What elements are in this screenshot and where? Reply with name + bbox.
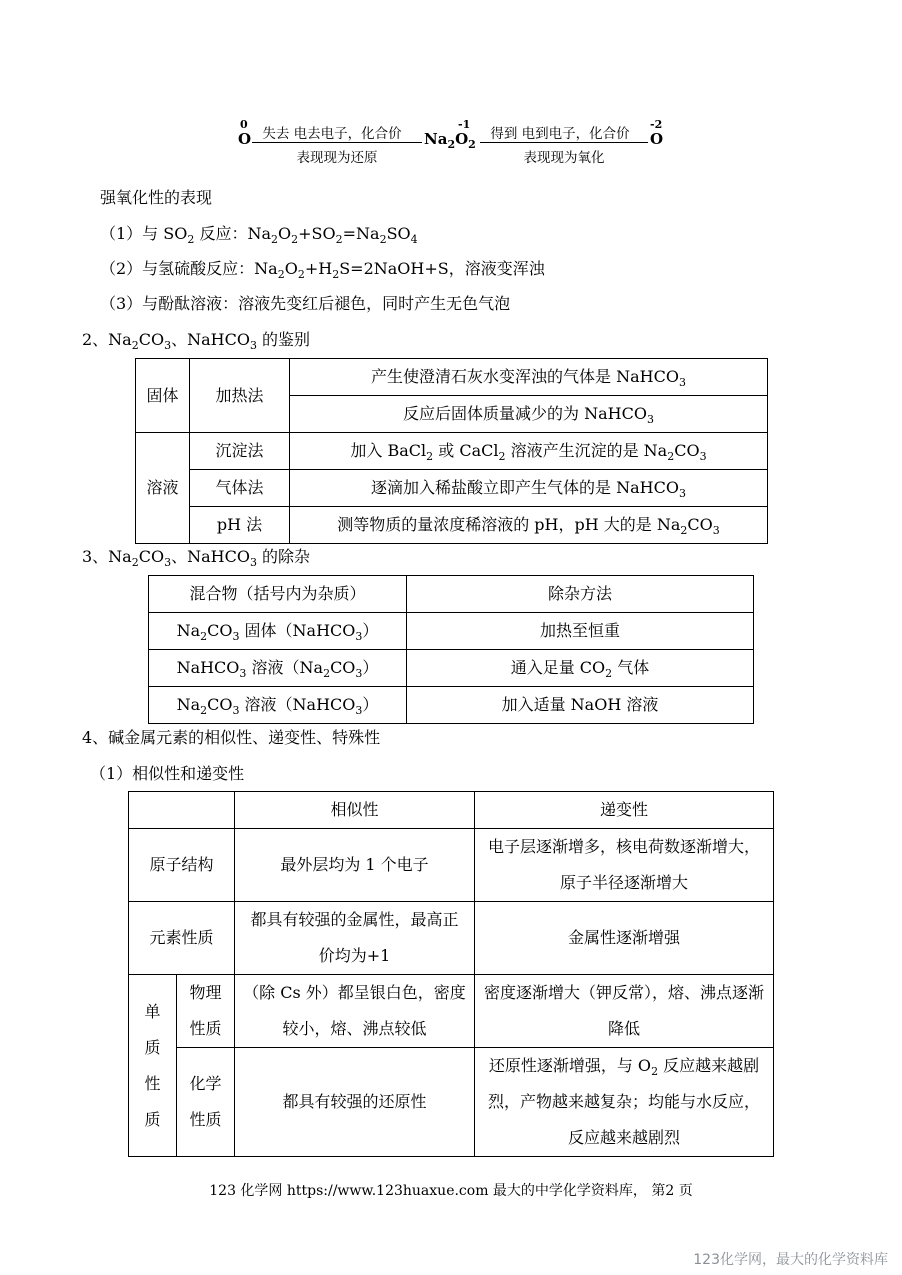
header-similarity: 相似性 [235, 792, 475, 829]
row-element-label: 元素性质 [129, 902, 235, 975]
cell-method-3: 加入适量 NaOH 溶液 [407, 687, 754, 724]
row-atom-label: 原子结构 [129, 829, 235, 902]
row-chemical-label: 化学性质 [177, 1048, 235, 1157]
cell-heat-r1: 产生使澄清石灰水变浑浊的气体是 NaHCO$_3$ [290, 359, 768, 396]
section4-title: 4、碱金属元素的相似性、递变性、特殊性 [82, 728, 381, 747]
section4-subtitle: （1）相似性和递变性 [90, 764, 245, 783]
row-atom-gradation: 电子层逐渐增多，核电荷数逐渐增大，原子半径逐渐增大 [475, 829, 774, 902]
watermark: 123化学网，最大的化学资料库 [693, 1252, 888, 1268]
oxidation-heading: 强氧化性的表现 [100, 188, 213, 207]
oxidation-item-1: （1）与 $SO_2$ 反应：$Na_2O_2+SO_2=Na_2SO_4$ [100, 224, 418, 246]
cell-heat-method: 加热法 [190, 359, 290, 433]
cell-precip-method: 沉淀法 [190, 433, 290, 470]
header-method: 除杂方法 [407, 576, 754, 613]
identification-table [135, 358, 768, 544]
row-single-label: 单质性质 [129, 975, 177, 1157]
cell-method-2: 通入足量 $CO_2$ 气体 [407, 650, 754, 687]
row-element-similarity: 都具有较强的金属性，最高正价均为+1 [235, 902, 475, 975]
row-element-gradation: 金属性逐渐增强 [475, 902, 774, 975]
oxidation-state-right: -2 [650, 118, 663, 131]
page-footer: 123 化学网 https://www.123huaxue.com 最大的中学化学资料库， 第2 页 [209, 1183, 693, 1199]
cell-method-1: 加热至恒重 [407, 613, 754, 650]
arrow1-line [252, 142, 422, 143]
row-chemical-gradation: 还原性逐渐增强，与 $O_2$ 反应越来越剧烈，产物越来越复杂；均能与水反应，反应越来越剧烈 [475, 1048, 774, 1157]
oxidation-state-center: -1 [458, 118, 471, 131]
cell-precip-r: 加入 BaCl$_2$ 或 CaCl$_2$ 溶液产生沉淀的是 $Na_2CO_3$ [290, 433, 768, 470]
cell-mixture-3: $Na_2CO_3$ 溶液（NaHCO$_3$） [149, 687, 407, 724]
cell-mixture-1: $Na_2CO_3$ 固体（NaHCO$_3$） [149, 613, 407, 650]
redox-diagram [236, 118, 666, 166]
purification-table [148, 575, 754, 724]
section3-title: 3、$Na_2CO_3$、NaHCO$_3$ 的除杂 [82, 547, 311, 569]
cell-gas-r: 逐滴加入稀盐酸立即产生气体的是 NaHCO$_3$ [290, 470, 768, 507]
arrow1-below-label: 表现现为还原 [296, 150, 378, 166]
arrow2-below-label: 表现现为氧化 [523, 150, 605, 166]
row-chemical-similarity: 都具有较强的还原性 [235, 1048, 475, 1157]
cell-solution: 溶液 [136, 433, 190, 544]
cell-ph-method: pH 法 [190, 507, 290, 544]
cell-heat-r2: 反应后固体质量减少的为 NaHCO$_3$ [290, 396, 768, 433]
row-atom-similarity: 最外层均为 1 个电子 [235, 829, 475, 902]
oxidation-item-2: （2）与氢硫酸反应：$Na_2O_2+H_2S=2NaOH+S$，溶液变浑浊 [100, 259, 545, 281]
arrow2-above-label: 得到 电到电子，化合价 [490, 126, 630, 142]
species-center: $Na_2O_2$ [424, 130, 476, 151]
oxidation-item-3: （3）与酚酞溶液：溶液先变红后褪色，同时产生无色气泡 [100, 294, 511, 313]
header-mixture: 混合物（括号内为杂质） [149, 576, 407, 613]
oxidation-state-left: 0 [240, 118, 248, 131]
species-right: O [650, 130, 664, 148]
row-physical-gradation: 密度逐渐增大（钾反常），熔、沸点逐渐降低 [475, 975, 774, 1048]
cell-mixture-2: NaHCO$_3$ 溶液$(Na_2CO_3)$ [149, 650, 407, 687]
row-physical-similarity: （除 Cs 外）都呈银白色，密度较小，熔、沸点较低 [235, 975, 475, 1048]
alkali-metal-table [128, 791, 774, 1157]
row-physical-label: 物理性质 [177, 975, 235, 1048]
cell-solid: 固体 [136, 359, 190, 433]
arrow2-line [480, 142, 648, 143]
header-empty [129, 792, 235, 829]
cell-gas-method: 气体法 [190, 470, 290, 507]
cell-ph-r: 测等物质的量浓度稀溶液的 pH，pH 大的是 $Na_2CO_3$ [290, 507, 768, 544]
section2-title: 2、$Na_2CO_3$、NaHCO$_3$ 的鉴别 [82, 330, 311, 352]
species-left: O [238, 130, 252, 148]
arrow1-above-label: 失去 电去电子，化合价 [262, 126, 402, 142]
header-gradation: 递变性 [475, 792, 774, 829]
